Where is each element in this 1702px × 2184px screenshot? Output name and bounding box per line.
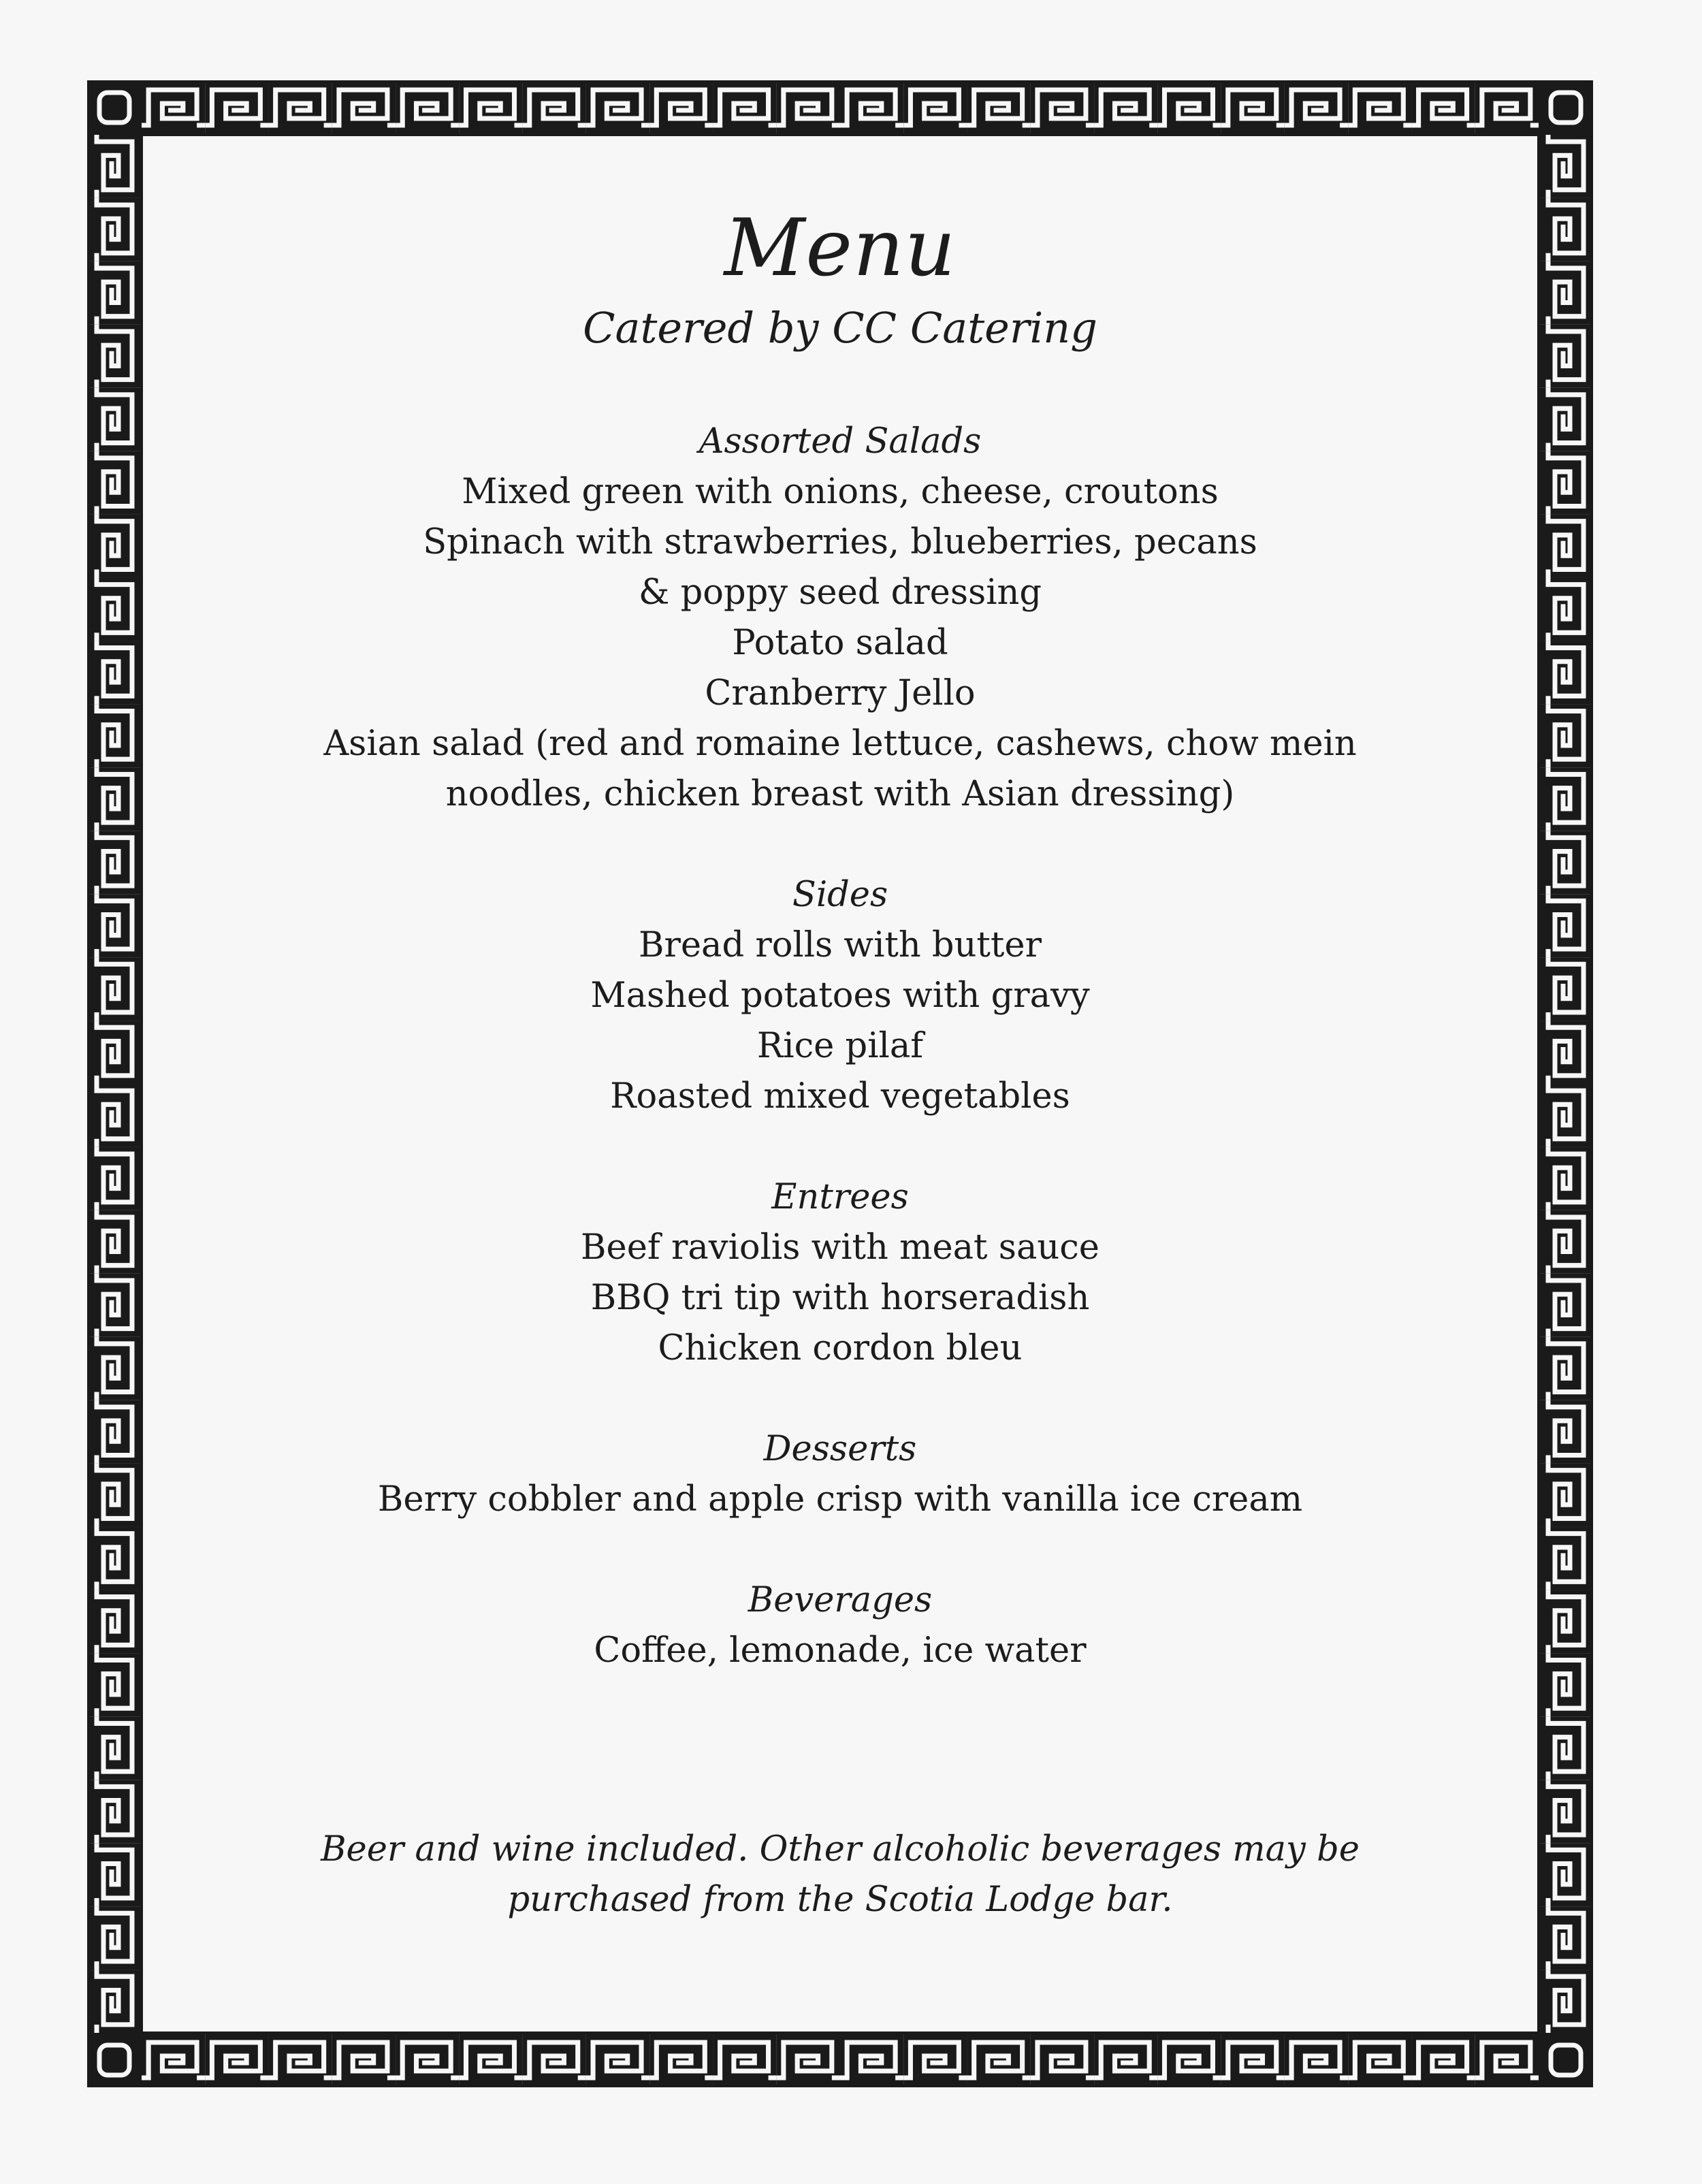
section-entrees [191,1172,1490,1374]
border-key-tile [459,2033,522,2087]
border-key-tile [1539,261,1593,325]
border-key-tile [87,1590,142,1653]
border-key-tile [1539,767,1593,831]
menu-content [191,197,1490,1727]
border-key-tile [459,80,522,135]
menu-item: Roasted mixed vegetables [610,1076,1070,1117]
menu-item: Chicken cordon bleu [658,1328,1023,1368]
border-key-tile [523,80,586,135]
border-key-tile [967,80,1031,135]
footer-note [191,1825,1490,1925]
border-key-tile [1539,1780,1593,1843]
border-key-tile [1475,80,1539,135]
border-key-tile [1539,1843,1593,1906]
border-key-tile [87,1084,142,1147]
border-key-tile [1539,135,1593,198]
footer-note-line: Beer and wine included. Other alcoholic beverages may be [321,1829,1360,1869]
border-key-tile [1031,2033,1094,2087]
section-assorted-salads [191,417,1490,820]
border-key-tile [87,1400,142,1464]
menu-item: Mixed green with onions, cheese, croutons [462,472,1219,512]
border-key-tile [1539,1147,1593,1210]
border-key-tile [87,1021,142,1084]
border-key-tile [1539,1337,1593,1400]
border-key-tile [87,1716,142,1780]
border-key-tile [87,1780,142,1843]
border-key-tile [1539,957,1593,1021]
menu-item: Spinach with strawberries, blueberries, pecans [423,522,1257,562]
border-key-tile [1539,1970,1593,2033]
border-key-tile [777,80,840,135]
border-key-tile [142,80,205,135]
border-key-tile [1539,1590,1593,1653]
border-key-tile [87,451,142,515]
border-key-tile [87,388,142,451]
border-corner [1539,80,1593,135]
border-key-tile [87,135,142,198]
border-key-tile [1539,704,1593,767]
border-key-tile [903,80,967,135]
border-key-tile [87,704,142,767]
section-heading: Beverages [748,1580,933,1620]
section-heading: Entrees [771,1177,909,1217]
menu-item: Cranberry Jello [705,673,976,713]
border-key-tile [1539,831,1593,894]
border-key-tile [967,2033,1031,2087]
border-key-tile [1031,80,1094,135]
border-key-tile [269,2033,332,2087]
border-key-tile [1157,80,1221,135]
border-key-tile [87,261,142,325]
border-key-tile [586,80,649,135]
border-key-tile [649,80,713,135]
border-key-tile [1539,578,1593,641]
menu-subtitle: Catered by CC Catering [583,303,1097,353]
border-key-tile [87,1274,142,1337]
footer-note-line: purchased from the Scotia Lodge bar. [507,1880,1173,1920]
border-key-tile [87,198,142,261]
border-corner [87,80,142,135]
border-key-tile [1285,2033,1348,2087]
border-key-tile [87,1527,142,1590]
border-key-tile [649,2033,713,2087]
border-key-tile [396,80,459,135]
border-key-tile [1539,1527,1593,1590]
border-key-tile [1348,80,1411,135]
menu-item: Potato salad [732,623,948,663]
menu-item: Rice pilaf [756,1026,924,1066]
border-key-tile [1475,2033,1539,2087]
border-key-tile [1094,2033,1157,2087]
border-key-tile [87,831,142,894]
border-key-tile [87,325,142,388]
section-heading: Assorted Salads [699,421,982,462]
border-key-tile [332,2033,396,2087]
border-key-tile [1348,2033,1411,2087]
border-key-tile [87,767,142,831]
border-key-tile [396,2033,459,2087]
border-key-tile [1411,2033,1475,2087]
menu-item: Mashed potatoes with gravy [590,976,1090,1016]
menu-item: noodles, chicken breast with Asian dressing) [445,774,1235,814]
border-key-tile [1539,325,1593,388]
border-key-tile [269,80,332,135]
border-key-tile [87,1843,142,1906]
border-key-tile [523,2033,586,2087]
menu-item: Bread rolls with butter [639,925,1042,965]
border-key-tile [142,2033,205,2087]
border-key-tile [1539,515,1593,578]
border-key-tile [1539,1021,1593,1084]
border-key-tile [87,1906,142,1970]
border-key-tile [87,1464,142,1527]
border-key-tile [1539,1400,1593,1464]
border-key-tile [1539,641,1593,704]
border-key-tile [1094,80,1157,135]
section-heading: Sides [792,875,888,915]
menu-item: Beef raviolis with meat sauce [581,1227,1099,1268]
menu-item: BBQ tri tip with horseradish [590,1278,1090,1318]
border-key-tile [586,2033,649,2087]
border-key-tile [840,80,903,135]
border-key-tile [87,1210,142,1274]
border-key-tile [713,80,776,135]
menu-title: Menu [724,202,957,294]
menu-item: Coffee, lemonade, ice water [594,1631,1087,1671]
border-key-tile [87,515,142,578]
border-key-tile [713,2033,776,2087]
border-key-tile [1539,388,1593,451]
border-key-tile [1157,2033,1221,2087]
border-key-tile [1539,451,1593,515]
border-key-tile [1539,894,1593,957]
border-key-tile [87,641,142,704]
section-sides [191,870,1490,1122]
section-beverages [191,1575,1490,1676]
border-key-tile [332,80,396,135]
border-key-tile [1539,1084,1593,1147]
menu-item: Asian salad (red and romaine lettuce, cashews, chow mein [323,724,1357,764]
border-key-tile [903,2033,967,2087]
border-key-tile [87,1653,142,1716]
border-key-tile [87,1147,142,1210]
border-key-tile [840,2033,903,2087]
border-corner [87,2033,142,2087]
border-key-tile [87,894,142,957]
border-key-tile [87,1970,142,2033]
border-key-tile [87,578,142,641]
border-key-tile [87,1337,142,1400]
menu-item: Berry cobbler and apple crisp with vanilla ice cream [377,1479,1303,1520]
border-key-tile [1411,80,1475,135]
border-key-tile [1539,1464,1593,1527]
border-key-tile [1285,80,1348,135]
section-desserts [191,1424,1490,1525]
border-key-tile [1539,1716,1593,1780]
border-key-tile [205,2033,268,2087]
border-key-tile [1539,198,1593,261]
section-heading: Desserts [763,1429,917,1469]
border-key-tile [87,957,142,1021]
border-key-tile [1539,1274,1593,1337]
border-key-tile [1539,1653,1593,1716]
border-corner [1539,2033,1593,2087]
border-key-tile [1539,1906,1593,1970]
border-key-tile [1221,80,1285,135]
border-key-tile [1221,2033,1285,2087]
border-key-tile [205,80,268,135]
menu-item: & poppy seed dressing [638,573,1042,613]
border-key-tile [777,2033,840,2087]
border-key-tile [1539,1210,1593,1274]
